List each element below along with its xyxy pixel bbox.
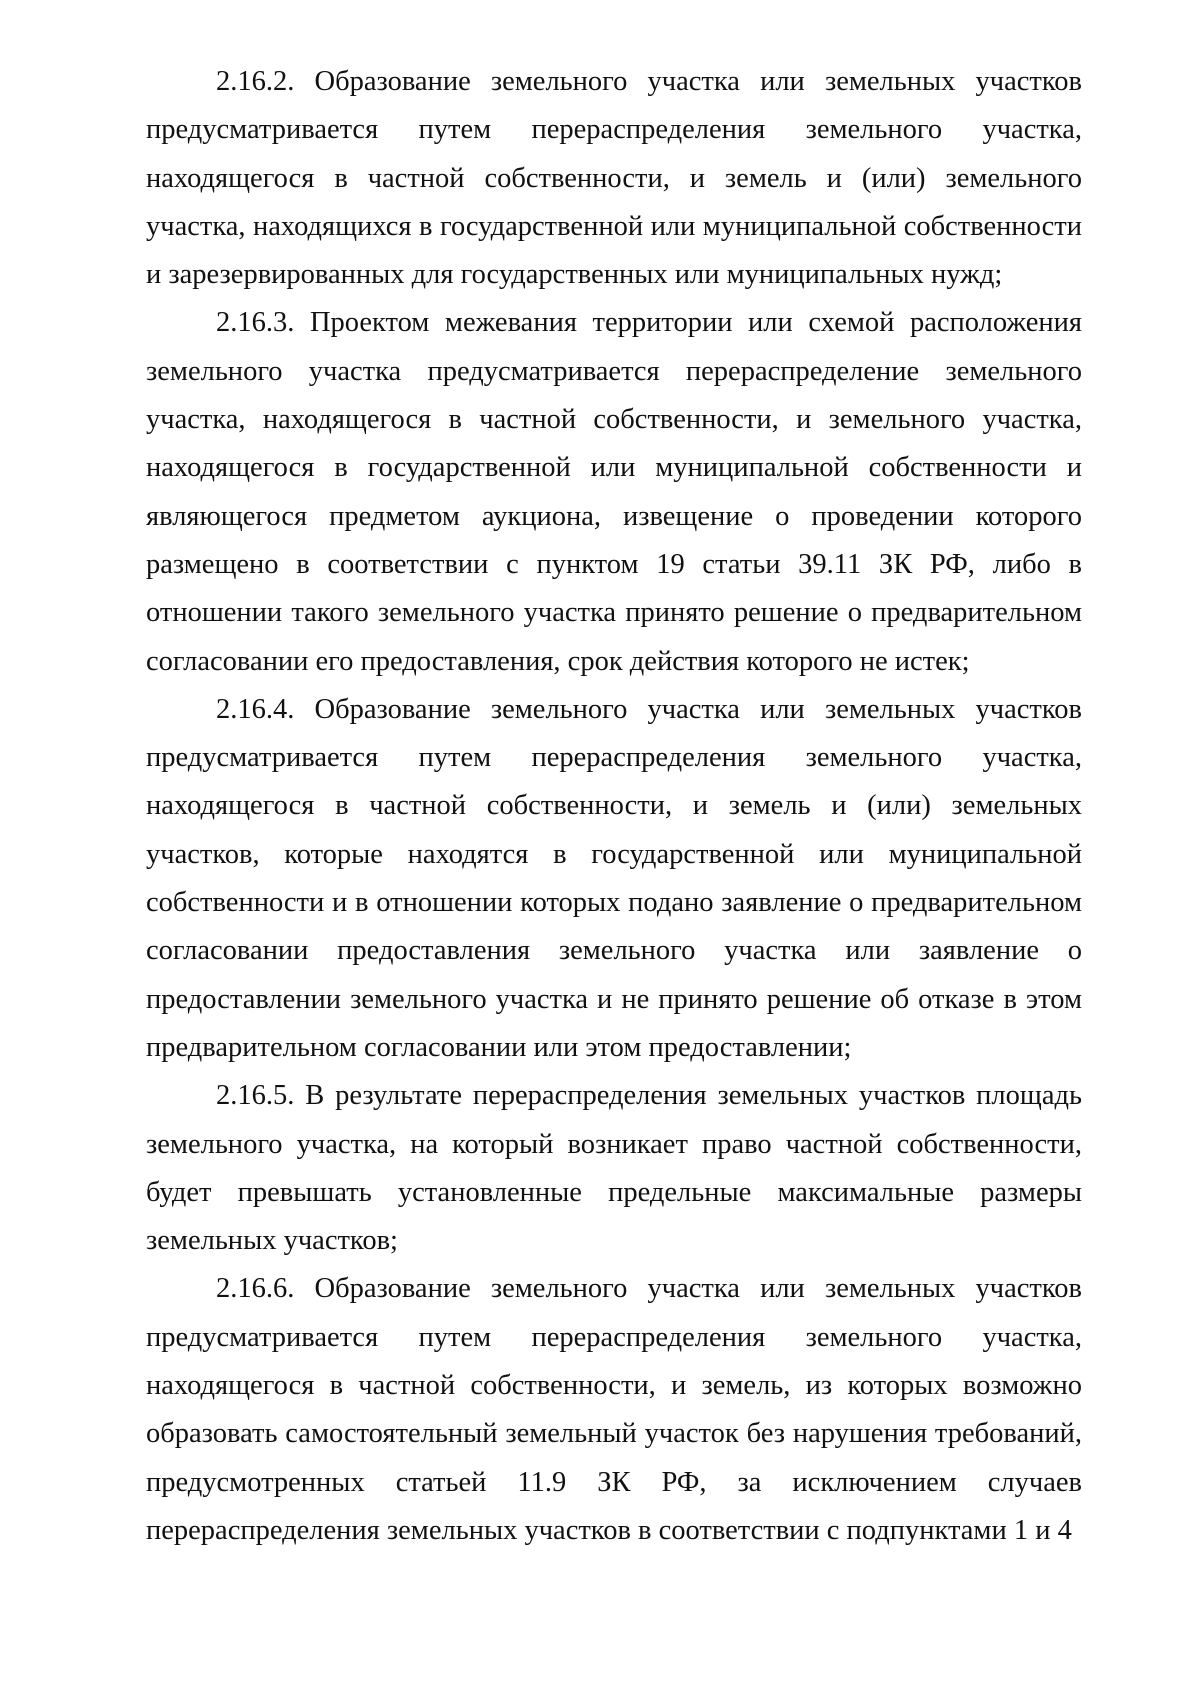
paragraph-2-16-3: 2.16.3. Проектом межевания территории или схемой расположения земельного участка предусматривается перераспределение земельного участка, находящегося в частной собственности, и земельного участка, находящегося в государственной или муниципальной собственности и являющегося предметом аукциона, извещение о проведении которого размещено в соответствии с пунктом 19 статьи 39.11 ЗК РФ, либо в отношении такого земельного участка принято решение о предварительном согласовании его предоставления, срок действия которого не истек; [146, 307, 1082, 677]
paragraph-2-16-5: 2.16.5. В результате перераспределения земельных участков площадь земельного участка, на который возникает право частной собственности, будет превышать установленные предельные максимальные размеры земельных участков; [146, 1080, 1082, 1257]
document-body [146, 58, 1082, 1555]
paragraph-2-16-6: 2.16.6. Образование земельного участка или земельных участков предусматривается путем перераспределения земельного участка, находящегося в частной собственности, и земель, из которых возможно образовать самостоятельный земельный участок без нарушения требований, предусмотренных статьей 11.9 ЗК РФ, за исключением случаев перераспределения земельных участков в соответствии с подпунктами 1 и 4 [146, 1273, 1082, 1546]
paragraph-2-16-2: 2.16.2. Образование земельного участка или земельных участков предусматривается путем перераспределения земельного участка, находящегося в частной собственности, и земель и (или) земельного участка, находящихся в государственной или муниципальной собственности и зарезервированных для государственных или муниципальных нужд; [146, 66, 1082, 291]
paragraph-2-16-4: 2.16.4. Образование земельного участка или земельных участков предусматривается путем перераспределения земельного участка, находящегося в частной собственности, и земель и (или) земельных участков, которые находятся в государственной или муниципальной собственности и в отношении которых подано заявление о предварительном согласовании предоставления земельного участка или заявление о предоставлении земельного участка и не принято решение об отказе в этом предварительном согласовании или этом предоставлении; [146, 693, 1082, 1063]
